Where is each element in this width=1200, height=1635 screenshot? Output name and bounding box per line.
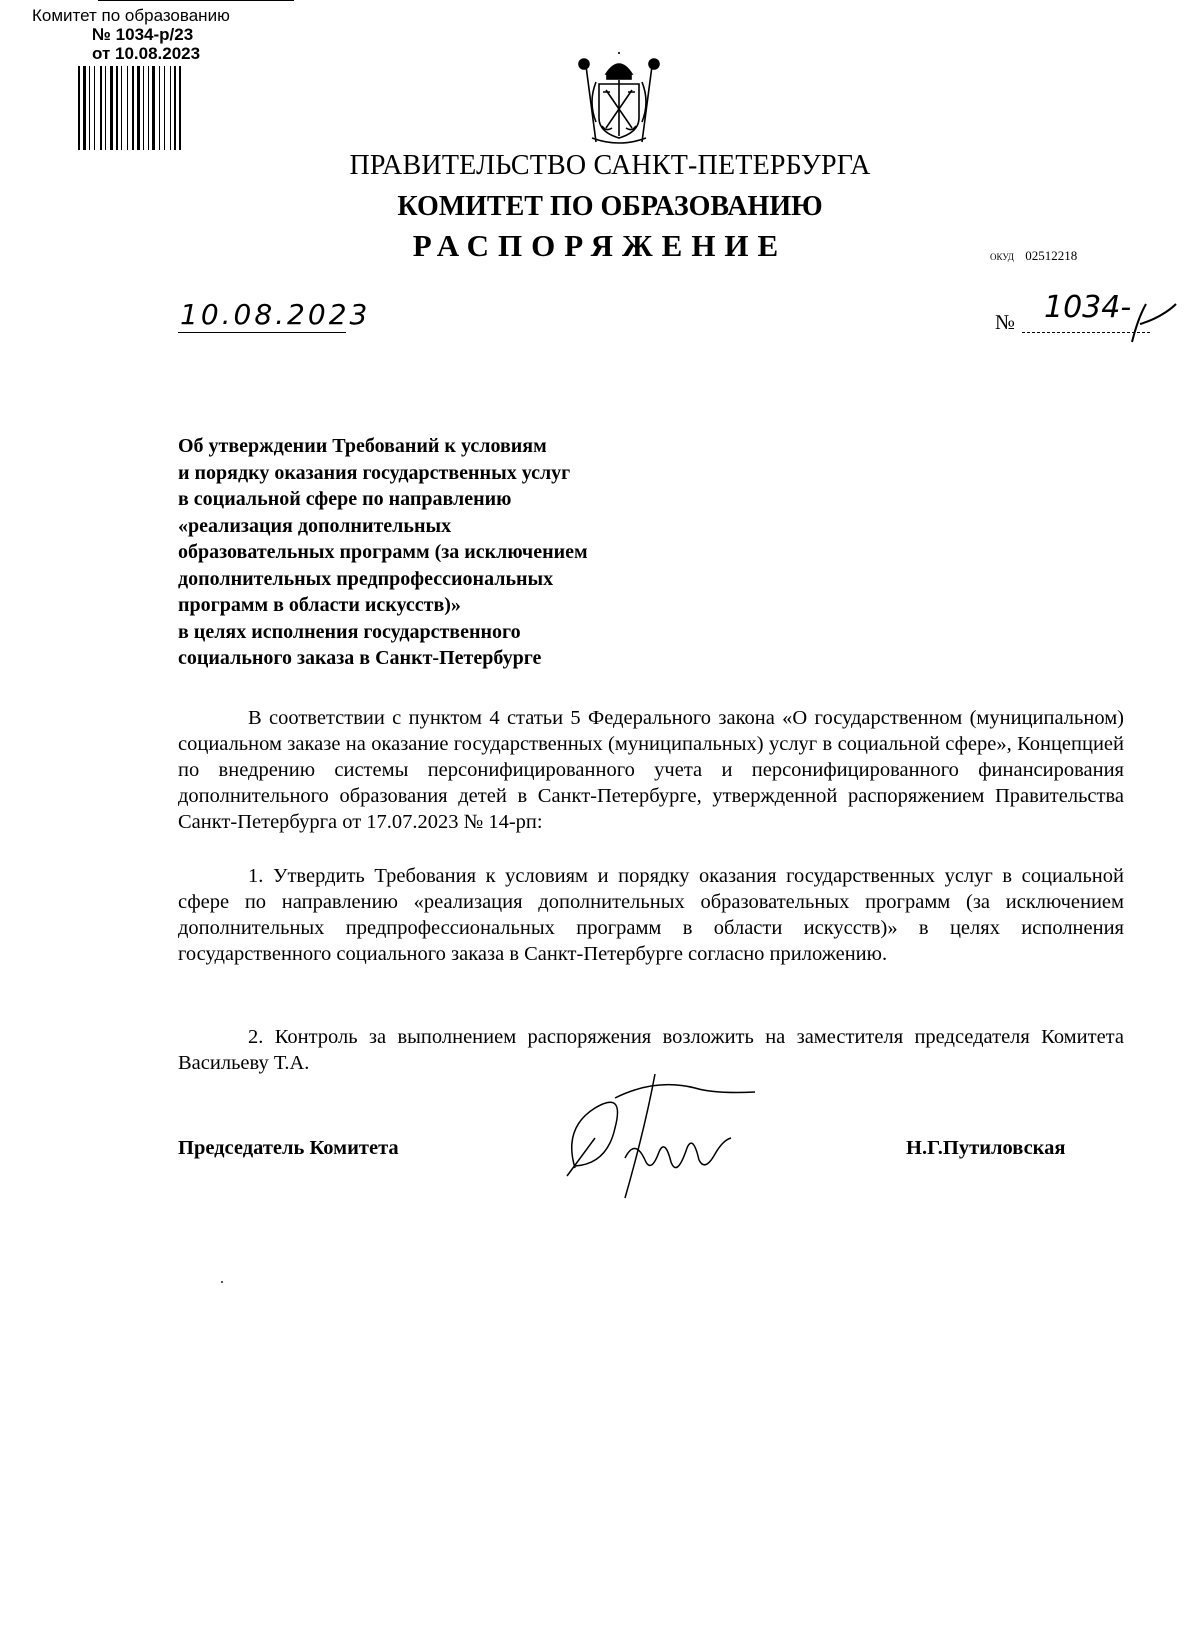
stamp-number: № 1034-р/23 [92,25,194,44]
okud-code [990,248,1077,264]
handwritten-number: 1034- [1044,290,1132,325]
stamp-organization: Комитет по образованию [32,6,230,25]
stamp-date: от 10.08.2023 [92,44,201,63]
document-subject [178,433,778,672]
preamble-paragraph: В соответствии с пунктом 4 статьи 5 Федерального закона «О государственном (муниципальном) социальном заказе на оказание государственных (муниципальных) услуг в социальной сфере», Концепцией по внедрению системы персонифицированного учета и персонифицированного финансирования дополнительного образования детей в Санкт-Петербурге, утвержденной распоряжением Правительства Санкт-Петербурга от 17.07.2023 № 14-рп: [178,707,1124,833]
okud-value: 02512218 [1025,248,1078,263]
item-2-paragraph: 2. Контроль за выполнением распоряжения возложить на заместителя председателя Комитета Васильеву Т.А. [178,1026,1124,1074]
barcode-icon [78,66,238,150]
committee-title: КОМИТЕТ ПО ОБРАЗОВАНИЮ [397,191,823,222]
item-1-paragraph: 1. Утвердить Требования к условиям и порядку оказания государственных услуг в социальной сфере по направлению «реализация дополнительных образовательных программ (за исключением дополнительных предпрофессиональных программ в области искусств)» в целях исполнения государственного социального заказа в Санкт-Петербурге согласно приложению. [178,865,1124,965]
scan-speck [221,1281,223,1283]
date-underline [178,332,346,333]
subject-line: в целях исполнения государственного [178,620,521,643]
subject-line: программ в области искусств)» [178,594,461,616]
document-type: РАСПОРЯЖЕНИЕ [412,228,788,263]
handwritten-date: 10.08.2023 [180,298,371,331]
okud-label: окуд [990,248,1014,263]
signatory-title: Председатель Комитета [178,1137,399,1159]
subject-line: «реализация дополнительных [178,514,452,537]
subject-line: дополнительных предпрофессиональных [178,567,554,590]
handwritten-signature [555,1068,785,1208]
handwritten-suffix-mark [1126,298,1186,348]
subject-line: в социальной сфере по направлению [178,488,512,510]
coat-of-arms-icon [566,52,672,146]
stamp-divider [98,0,294,1]
subject-line: образовательных программ (за исключением [178,541,588,563]
signatory-name: Н.Г.Путиловская [906,1137,1066,1159]
subject-line: социального заказа в Санкт-Петербурге [178,647,542,669]
subject-line: и порядку оказания государственных услуг [178,461,571,484]
number-label: № [995,310,1016,334]
subject-line: Об утверждении Требований к условиям [178,435,547,457]
government-title: ПРАВИТЕЛЬСТВО САНКТ-ПЕТЕРБУРГА [349,150,871,181]
